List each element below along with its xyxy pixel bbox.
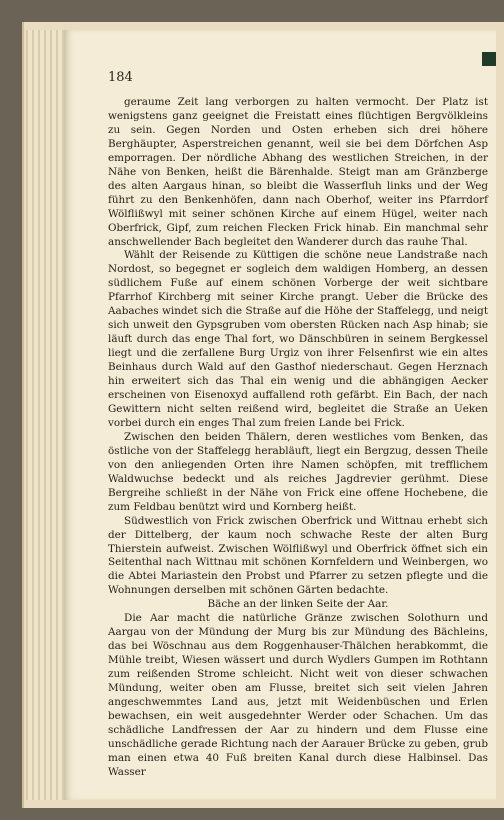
paragraph: Die Aar macht die natürliche Gränze zwischen Solothurn und Aargau von der Mündung der Murg bis zur Mündung des Bächleins, das bei Wöschnau aus dem Roggenhauser-Thälchen herabkommt, die Mühle treibt, Wiesen wässert und durch Wydlers Gumpen im Rothtann zum reißenden Strome schleicht. Nicht weit von dieser schwachen Mündung, weiter oben am Flusse, breitet sich seit vielen Jahren angeschwemmtes Land aus, jetzt mit Weidenbüschen und Erlen bewachsen, ein weit ausgedehnter Werder oder Schachen. Um das schädliche Landfressen der Aar zu hindern und dem Flusse eine unschädliche gerade Richtung nach der Aarauer Brücke zu geben, grub man einen etwa 40 Fuß breiten Kanal durch diese Halbinsel. Das Wasser [108,612,488,778]
paragraph: Zwischen den beiden Thälern, deren westliches vom Benken, das östliche von der Staffelegg herabläuft, liegt ein Bergzug, dessen Theile von den anliegenden Orten ihre Namen schöpfen, mit trefflichem Waldwuchse bedeckt und als reiches Jagdrevier gerühmt. Diese Bergreihe schließt in der Nähe von Frick eine offene Hochebene, die zum Feldbau benützt wird und Kornberg heißt. [108,430,488,513]
page-text [108,96,488,780]
paragraph: Südwestlich von Frick zwischen Oberfrick und Wittnau erhebt sich der Dittelberg, der kaum noch schwache Reste der alten Burg Thierstein aufweist. Zwischen Wölflißwyl und Oberfrick öffnet sich ein Seitenthal nach Wittnau mit schönen Kornfeldern und Weinbergen, wo die Abtei Mariastein den Probst und Pfarrer zu setzen pflegte und die Wohnungen derselben mit schönen Gärten bedachte. [108,514,488,597]
page-number: 184 [108,70,133,85]
bookmark-strip [482,52,496,66]
page-edges [26,30,66,800]
paragraph: Wählt der Reisende zu Küttigen die schöne neue Landstraße nach Nordost, so begegnet er sogleich dem waldigen Homberg, an dessen südlichem Fuße auf einem schönen Vorberge der weit sichtbare Pfarrhof Kirchberg mit seiner Kirche prangt. Ueber die Brücke des Aabaches windet sich die Straße auf die Höhe der Staffelegg, und neigt sich unweit den Gypsgruben vom obersten Rücken nach Asp hinab; sie läuft durch das enge Thal fort, wo Dänschbüren in seinem Bergkessel liegt und die zerfallene Burg Urgiz von ihrer Felsenfirst wie ein altes Beinhaus durch Wald auf den Gasthof niederschaut. Gegen Herznach hin erweitert sich das Thal ein wenig und die abhängigen Aecker erscheinen von Eisenoxyd auffallend roth gefärbt. Ein Bach, der nach Gewittern nicht selten reißend wird, begleitet die Straße an Ueken vorbei durch ein enges Thal zum freien Lande bei Frick. [108,249,488,429]
paragraph: geraume Zeit lang verborgen zu halten vermocht. Der Platz ist wenigstens ganz geeignet die Freistatt eines flüchtigen Bergvölkleins zu sein. Gegen Norden und Osten erheben sich drei höhere Berghäupter, Asperstreichen genannt, weil sie bei dem Dörfchen Asp emporragen. Der nördliche Abhang des westlichen Streichen, in der Nähe von Benken, heißt die Bärenhalde. Steigt man am Gränzberge des alten Aargaus hinan, so bleibt die Wasserfluh links und der Weg führt zu den Benkenhöfen, dann nach Oberhof, weiter ins Pfarrdorf Wölflißwyl mit seiner schönen Kirche auf einem Hügel, weiter nach Oberfrick, Gipf, zum reichen Flecken Frick hinab. Ein manchmal sehr anschwellender Bach begleitet den Wanderer durch das rauhe Thal. [108,96,488,248]
section-heading: Bäche an der linken Seite der Aar. [207,598,389,611]
